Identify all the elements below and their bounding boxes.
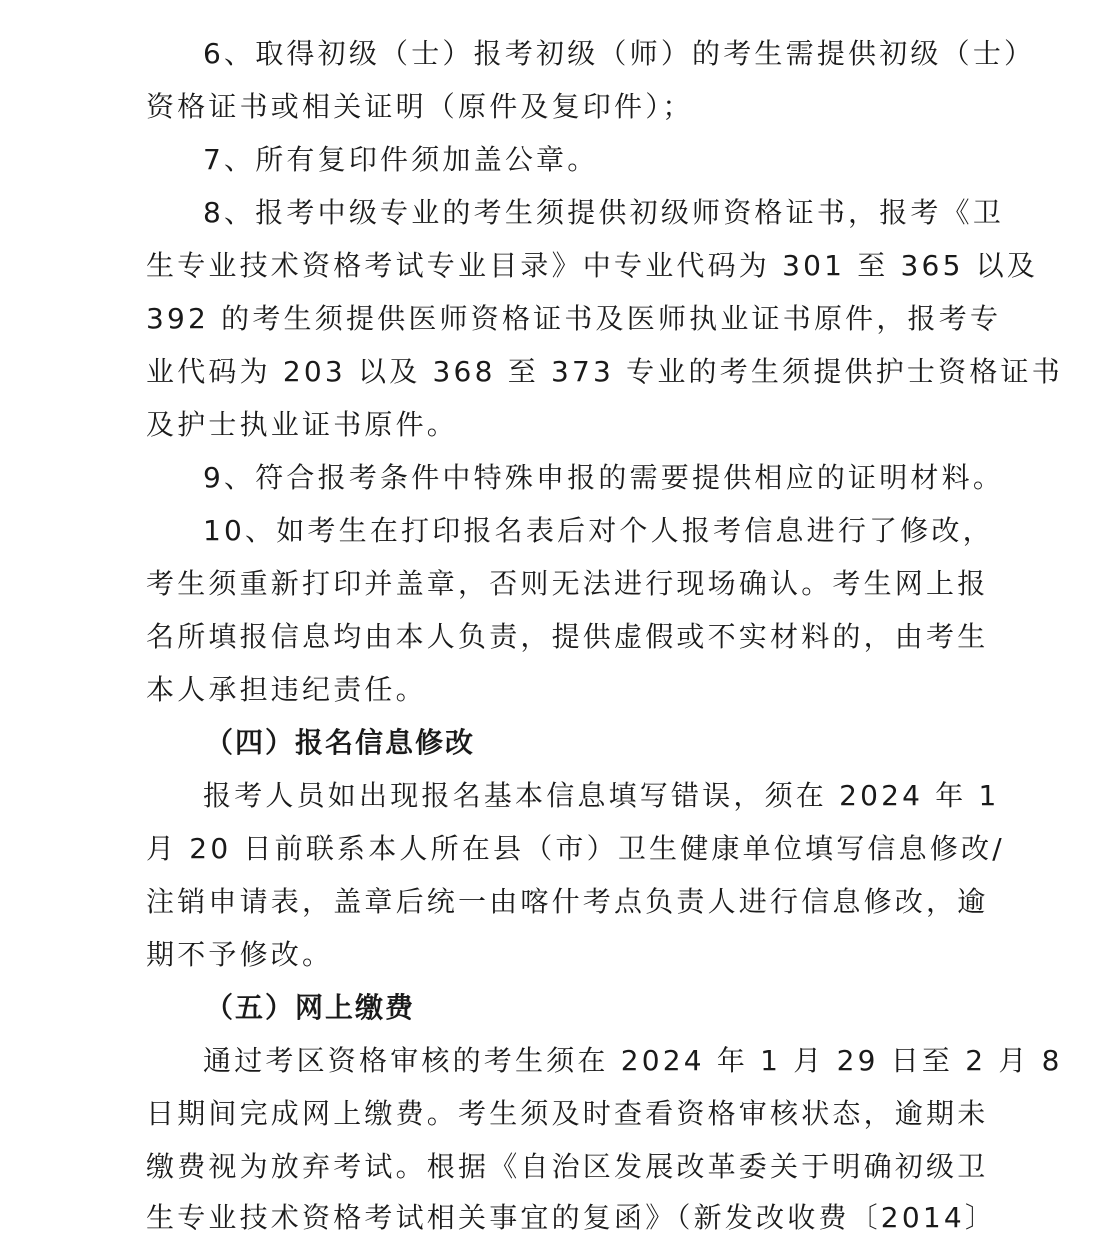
- paragraph-line: 缴费视为放弃考试。根据《自治区发展改革委关于明确初级卫: [146, 1150, 989, 1183]
- paragraph-line: 本人承担违纪责任。: [146, 673, 427, 706]
- paragraph-line: 业代码为 203 以及 368 至 373 专业的考生须提供护士资格证书: [146, 355, 1063, 388]
- paragraph-line: 8、报考中级专业的考生须提供初级师资格证书，报考《卫: [203, 196, 1005, 229]
- paragraph-line: 10、如考生在打印报名表后对个人报考信息进行了修改，: [203, 514, 994, 547]
- paragraph-line: 通过考区资格审核的考生须在 2024 年 1 月 29 日至 2 月 8: [203, 1044, 1063, 1077]
- paragraph-line: 6、取得初级（士）报考初级（师）的考生需提供初级（士）: [203, 37, 1036, 70]
- paragraph-line: 生专业技术资格考试相关事宜的复函》（新发改收费〔2014〕: [146, 1201, 997, 1234]
- section-heading: （四）报名信息修改: [205, 726, 476, 759]
- section-heading: （五）网上缴费: [205, 991, 416, 1024]
- paragraph-line: 月 20 日前联系本人所在县（市）卫生健康单位填写信息修改/: [146, 832, 1005, 865]
- paragraph-line: 考生须重新打印并盖章，否则无法进行现场确认。考生网上报: [146, 567, 989, 600]
- paragraph-line: 7、所有复印件须加盖公章。: [203, 143, 599, 176]
- paragraph-line: 日期间完成网上缴费。考生须及时查看资格审核状态，逾期未: [146, 1097, 989, 1130]
- paragraph-line: 注销申请表，盖章后统一由喀什考点负责人进行信息修改，逾: [146, 885, 989, 918]
- paragraph-line: 报考人员如出现报名基本信息填写错误，须在 2024 年 1: [203, 779, 1000, 812]
- paragraph-line: 392 的考生须提供医师资格证书及医师执业证书原件，报考专: [146, 302, 1002, 335]
- paragraph-line: 9、符合报考条件中特殊申报的需要提供相应的证明材料。: [203, 461, 1005, 494]
- paragraph-line: 及护士执业证书原件。: [146, 408, 459, 441]
- paragraph-line: 名所填报信息均由本人负责，提供虚假或不实材料的，由考生: [146, 620, 989, 653]
- paragraph-line: 期不予修改。: [146, 938, 334, 971]
- paragraph-line: 生专业技术资格考试专业目录》中专业代码为 301 至 365 以及: [146, 249, 1039, 282]
- paragraph-line: 资格证书或相关证明（原件及复印件）；: [146, 90, 694, 123]
